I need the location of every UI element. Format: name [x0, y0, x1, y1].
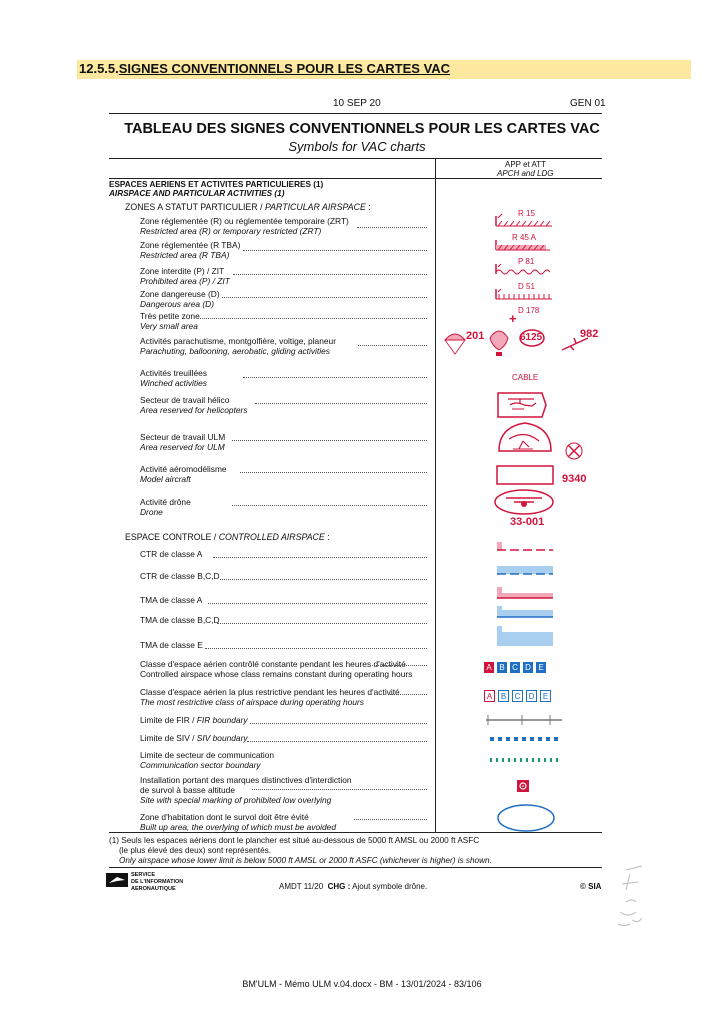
- row-ctr-bcd: CTR de classe B,C,D: [140, 571, 220, 581]
- section1-en: AIRSPACE AND PARTICULAR ACTIVITIES (1): [109, 189, 285, 198]
- column-divider: [435, 158, 436, 832]
- ulm-area-icon: [495, 421, 555, 459]
- ctr-bcd-symbol: [495, 564, 555, 580]
- n201-label: 201: [466, 330, 485, 342]
- decorative-sketch-icon: [612, 864, 652, 934]
- doc-date: 10 SEP 20: [333, 98, 381, 109]
- class-boxes-restrictive: A B C D E: [484, 686, 554, 704]
- row-helicopter: Secteur de travail hélico Area reserved for helicopters: [140, 395, 248, 415]
- row-class-restrictive: Classe d'espace aérien la plus restrictive pendant les heures d'activité The most restrictive class of airspace during operating hours: [140, 687, 400, 707]
- small-area-cross-icon: +: [509, 311, 517, 326]
- row-tma-a: TMA de classe A: [140, 595, 203, 605]
- sia-service-text: SERVICE DE L'INFORMATION AERONAUTIQUE: [131, 872, 184, 892]
- row-dangerous: Zone dangereuse (D) Dangerous area (D): [140, 289, 220, 309]
- copyright: © SIA: [580, 882, 602, 891]
- row-fir: Limite de FIR / FIR boundary: [140, 715, 248, 725]
- model-aircraft-area-icon: [495, 464, 557, 486]
- table-top-rule: [109, 158, 602, 159]
- row-rtba: Zone réglementée (R TBA) Restricted area (R TBA): [140, 240, 241, 260]
- row-siv: Limite de SIV / SIV boundary: [140, 733, 248, 743]
- cable-label: CABLE: [512, 373, 539, 382]
- section-header: [79, 61, 450, 76]
- zones-heading: ZONES A STATUT PARTICULIER / PARTICULAR AIRSPACE :: [125, 202, 371, 212]
- table-bottom-rule: [109, 832, 602, 833]
- tma-e-symbol: [495, 624, 555, 650]
- siv-boundary-symbol: [488, 735, 564, 743]
- n9340-label: 9340: [562, 473, 587, 485]
- column-head-fr: APP et ATT: [505, 160, 547, 169]
- built-up-area-symbol: [495, 802, 557, 834]
- section1-fr: ESPACES AERIENS ET ACTIVITES PARTICULIERES (1): [109, 180, 324, 189]
- page-footer: BM'ULM - Mémo ULM v.04.docx - BM - 13/01/2024 - 83/106: [242, 979, 482, 989]
- row-class-constant: Classe d'espace aérien contrôlé constante pendant les heures d'activité Controlled airspace whose class remains constant during operating hours: [140, 659, 413, 679]
- sia-logo-icon: [106, 873, 128, 887]
- row-ulm: Secteur de travail ULM Area reserved for ULM: [140, 432, 226, 452]
- row-ctr-a: CTR de classe A: [140, 549, 203, 559]
- row-model-aircraft: Activité aéromodélisme Model aircraft: [140, 464, 227, 484]
- model-aircraft-icon: [562, 439, 586, 463]
- row-tma-bcd: TMA de classe B,C,D: [140, 615, 220, 625]
- controlled-heading: ESPACE CONTROLE / CONTROLLED AIRSPACE :: [125, 532, 330, 542]
- prohibited-site-icon: [516, 779, 530, 793]
- row-winched: Activités treuillées Winched activities: [140, 368, 208, 388]
- n33001-label: 33-001: [510, 516, 545, 528]
- footer-rule: [109, 867, 602, 868]
- d51-label: D 51: [518, 282, 535, 291]
- ctr-a-symbol: [495, 540, 555, 556]
- row-prohibited-overlying: Installation portant des marques distinctives d'interdiction de survol à basse altitude Site with special marking of prohibited low overlying: [140, 775, 352, 805]
- row-drone: Activité drône Drone: [140, 497, 191, 517]
- row-tma-e: TMA de classe E: [140, 640, 203, 650]
- doc-title: TABLEAU DES SIGNES CONVENTIONNELS POUR LES CARTES VAC: [124, 121, 600, 137]
- r15-label: R 15: [518, 209, 535, 218]
- tma-a-symbol: [495, 585, 555, 603]
- section-title: SIGNES CONVENTIONNELS POUR LES CARTES VAC: [118, 61, 451, 76]
- row-parachuting: Activités parachutisme, montgolfière, voltige, planeur Parachuting, ballooning, aerobatic, gliding activities: [140, 336, 336, 356]
- row-zrt: Zone réglementée (R) ou réglementée temporaire (ZRT) Restricted area (R) or temporary restricted (ZRT): [140, 216, 349, 236]
- n6125-label: 6125: [520, 332, 543, 343]
- top-rule: [109, 113, 602, 114]
- row-small-area: Très petite zone Very small area: [140, 311, 200, 331]
- r45-label: R 45 A: [512, 233, 537, 242]
- footnote: (1) Seuls les espaces aériens dont le plancher est situé au-dessous de 5000 ft AMSL ou 2000 ft ASFC (le plus élevé des deux) sont représentés. Only airspace whose lower limit is below 5000 ft AMSL or 2000 ft ASFC (whichever is higher) is shown.: [109, 836, 492, 865]
- d178-label: D 178: [518, 306, 540, 315]
- amendment-note: AMDT 11/20 CHG : Ajout symbole drône.: [279, 882, 428, 891]
- class-boxes-constant: A B C D E: [484, 657, 549, 675]
- row-prohibited: Zone interdite (P) / ZIT Prohibited area (P) / ZIT: [140, 266, 230, 286]
- row-comm-sector: Limite de secteur de communication Communication sector boundary: [140, 750, 275, 770]
- helicopter-area-icon: [492, 391, 552, 419]
- doc-ref: GEN 01: [570, 98, 606, 109]
- activities-symbols: [441, 326, 571, 366]
- drone-area-icon: [492, 488, 556, 516]
- fir-boundary-symbol: [484, 712, 564, 728]
- comm-sector-boundary-symbol: [488, 756, 564, 764]
- p81-label: P 81: [518, 257, 535, 266]
- row-built-up-area: Zone d'habitation dont le survol doit être évité Built up area, the overlying of which must be avoided: [140, 812, 336, 832]
- column-head-en: APCH and LDG: [497, 169, 554, 178]
- doc-subtitle: Symbols for VAC charts: [288, 139, 426, 154]
- tma-bcd-symbol: [495, 604, 555, 622]
- section-number: 12.5.5.: [79, 61, 119, 76]
- column-head-rule: [109, 178, 602, 179]
- n982-label: 982: [580, 328, 599, 340]
